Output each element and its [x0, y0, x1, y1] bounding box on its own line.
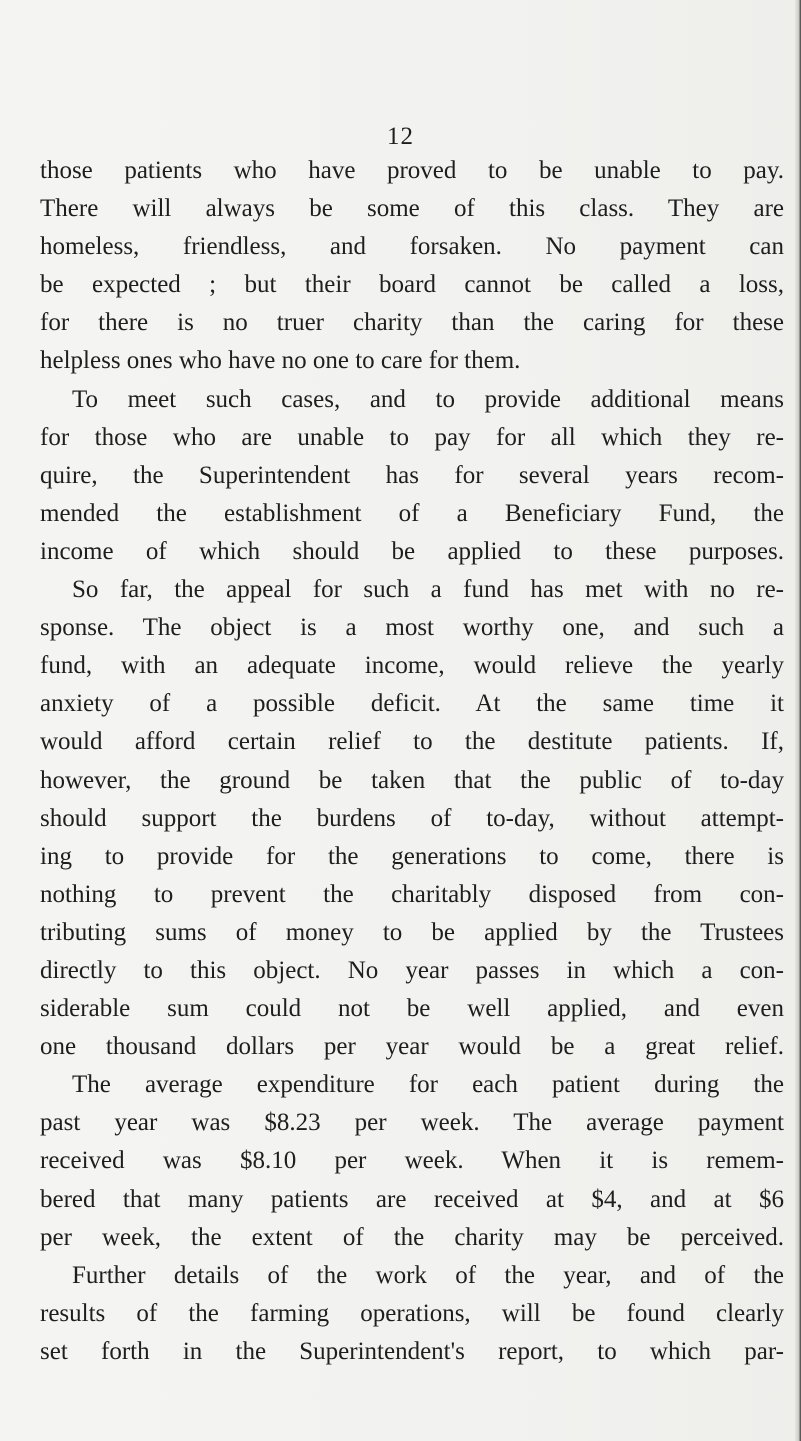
page-edge-shadow — [795, 0, 801, 1441]
text-line: fund, with an adequate income, would relieve the yearly — [40, 652, 784, 680]
text-line: one thousand dollars per year would be a great relief. — [40, 1033, 784, 1061]
text-line: for those who are unable to pay for all which they re- — [40, 423, 784, 451]
text-line: To meet such cases, and to provide additional means — [72, 385, 784, 413]
text-line: bered that many patients are received at $4, and at $6 — [40, 1185, 784, 1213]
text-line: results of the farming operations, will be found clearly — [40, 1299, 784, 1327]
text-line: directly to this object. No year passes in which a con- — [40, 956, 784, 984]
text-line: anxiety of a possible deficit. At the same time it — [40, 690, 784, 718]
text-line: mended the establishment of a Beneficiary Fund, the — [40, 499, 784, 527]
text-line: nothing to prevent the charitably disposed from con- — [40, 880, 784, 908]
text-line: income of which should be applied to these purposes. — [40, 537, 784, 565]
text-line: Further details of the work of the year, and of the — [72, 1261, 784, 1289]
text-line: received was $8.10 per week. When it is remem- — [40, 1147, 784, 1175]
text-line: ing to provide for the generations to come, there is — [40, 842, 784, 870]
text-line: however, the ground be taken that the public of to-day — [40, 766, 784, 794]
text-line: those patients who have proved to be unable to pay. — [40, 157, 784, 184]
text-line: The average expenditure for each patient during the — [72, 1071, 784, 1099]
text-line: would afford certain relief to the destitute patients. If, — [40, 728, 784, 756]
body-text — [40, 152, 784, 1371]
text-line: tributing sums of money to be applied by the Trustees — [40, 918, 784, 946]
text-line: for there is no truer charity than the caring for these — [40, 309, 784, 337]
text-line: siderable sum could not be well applied, and even — [40, 995, 784, 1023]
text-line: quire, the Superintendent has for several years recom- — [40, 461, 784, 489]
text-line: should support the burdens of to-day, without attempt- — [40, 804, 784, 832]
text-line: past year was $8.23 per week. The average payment — [40, 1109, 784, 1137]
text-line: per week, the extent of the charity may be perceived. — [40, 1223, 784, 1251]
text-line: helpless ones who have no one to care for them. — [40, 347, 521, 375]
text-line: So far, the appeal for such a fund has met with no re- — [72, 576, 784, 604]
text-line: There will always be some of this class. They are — [40, 195, 784, 223]
page-number: 12 — [387, 123, 414, 150]
text-line: set forth in the Superintendent's report, to which par- — [40, 1337, 784, 1365]
text-line: homeless, friendless, and forsaken. No payment can — [40, 233, 784, 261]
text-line: be expected ; but their board cannot be called a loss, — [40, 271, 784, 299]
text-line: sponse. The object is a most worthy one, and such a — [40, 614, 784, 642]
